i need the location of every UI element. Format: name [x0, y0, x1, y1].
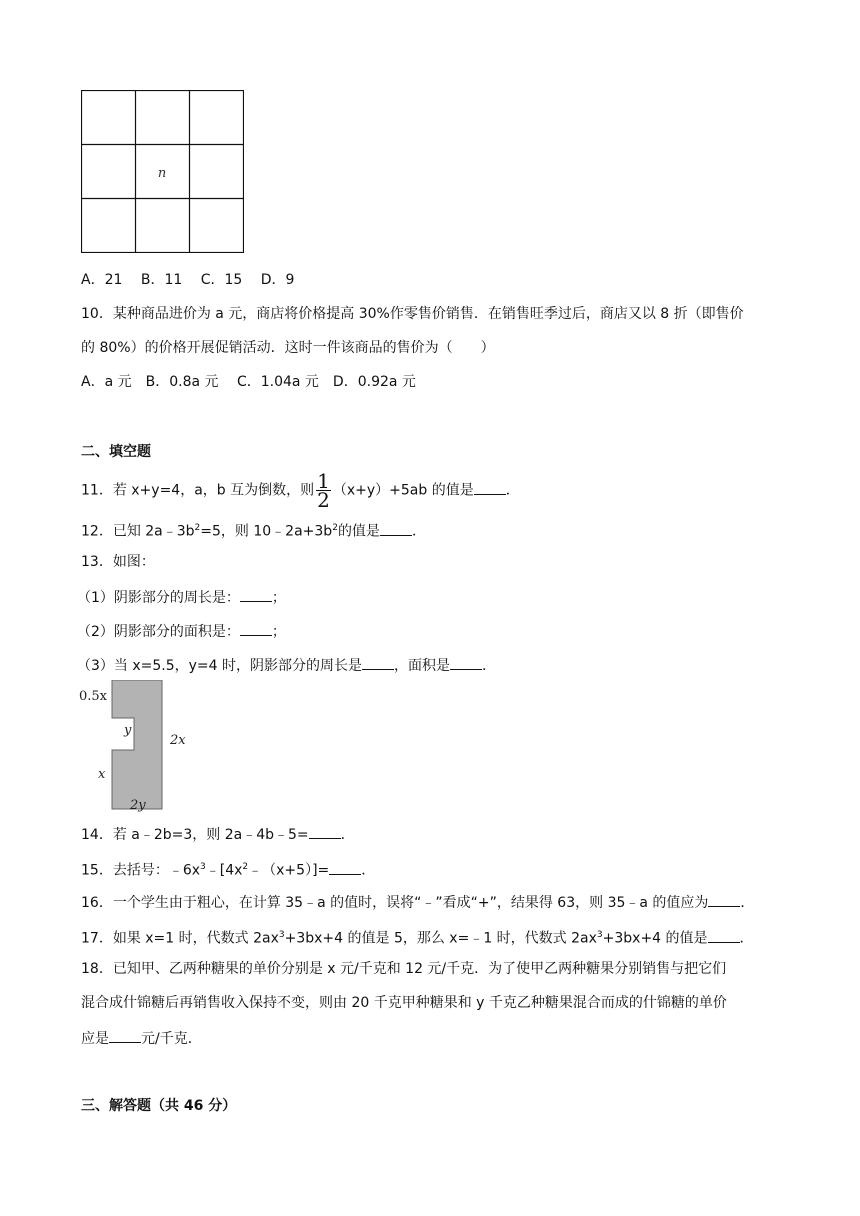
q13-part2: （2）阴影部分的面积是： ； — [77, 621, 286, 641]
q13-intro: 13．如图： — [81, 554, 155, 570]
q13-part1: （1）阴影部分的周长是： ； — [77, 587, 286, 607]
grid-figure — [81, 90, 244, 253]
q17: 17．如果 x=1 时，代数式 $2ax^3+3bx+4$ 的值是 5，那么 x=﹣1 时，代数式 $2ax^3+3bx+4$ 的值是 ． — [81, 926, 754, 948]
answer-blank — [380, 521, 412, 536]
q14: 14．若 a﹣2b=3，则 2a﹣4b﹣5= ． — [81, 824, 355, 844]
grid-center-label: n — [157, 166, 167, 181]
q9-options: A．21 B．11 C．15 D．9 — [81, 272, 295, 288]
q18-line1: 18．已知甲、乙两种糖果的单价分别是 x 元/千克和 12 元/千克．为了使甲乙两种糖果分别销售与把它们 — [81, 961, 727, 977]
label-2y-bottom: 2y — [130, 798, 146, 812]
q15: 15．去括号：$﹣6x^3﹣[4x^2﹣(x+5)]=$ ． — [81, 858, 375, 880]
answer-blank — [240, 587, 272, 602]
answer-blank — [474, 480, 506, 495]
q18-line2: 混合成什锦糖后再销售收入保持不变，则由 20 千克甲种糖果和 y 千克乙种糖果混合而成的什锦糖的单价 — [81, 995, 727, 1011]
section3-title: 三、解答题（共 46 分） — [81, 1098, 237, 1114]
answer-blank — [362, 655, 394, 670]
q13-part3: （3）当 x=5.5，y=4 时，阴影部分的周长是 ，面积是 ． — [77, 655, 496, 675]
answer-blank — [450, 655, 482, 670]
label-x-left: x — [98, 767, 106, 782]
q12: 12．已知 $2a﹣3b^2=5$，则 $10﹣2a+3b^2$的值是 ． — [81, 519, 426, 541]
answer-blank — [240, 621, 272, 636]
q11-text: 11．若 x+y=4，a，b 互为倒数，则 — [81, 482, 315, 499]
label-y-inner: y — [124, 723, 132, 738]
fraction-half: $\frac{1}{2}$ — [317, 469, 330, 512]
section2-title: 二、填空题 — [81, 444, 151, 460]
q10-line1: 10．某种商品进价为 a 元，商店将价格提高 30%作零售价销售．在销售旺季过后，商店又以 8 折（即售价 — [81, 306, 744, 322]
q11: 11．若 x+y=4，a，b 互为倒数，则 $\frac{1}{2}$ （x+y）+5ab 的值是 ． — [81, 469, 520, 512]
label-2x-right: 2x — [170, 733, 186, 748]
answer-blank — [109, 1028, 141, 1043]
q10-options: A．a 元 B．0.8a 元 C．1.04a 元 D．0.92a 元 — [81, 374, 416, 390]
q16: 16．一个学生由于粗心，在计算 35﹣a 的值时，误将“﹣”看成“+”，结果得 63，则 35﹣a 的值应为 ． — [81, 892, 754, 912]
shaded-shape-figure — [78, 680, 198, 812]
answer-blank — [309, 824, 341, 839]
answer-blank — [329, 860, 361, 875]
answer-blank — [708, 928, 740, 943]
label-half-x: 0.5x — [79, 689, 108, 704]
answer-blank — [708, 892, 740, 907]
q18-line3: 应是 元/千克． — [81, 1028, 202, 1048]
q10-line2: 的 80%）的价格开展促销活动．这时一件该商品的售价为（ ） — [81, 340, 495, 356]
q11-text-after: （x+y）+5ab 的值是 — [332, 482, 474, 499]
